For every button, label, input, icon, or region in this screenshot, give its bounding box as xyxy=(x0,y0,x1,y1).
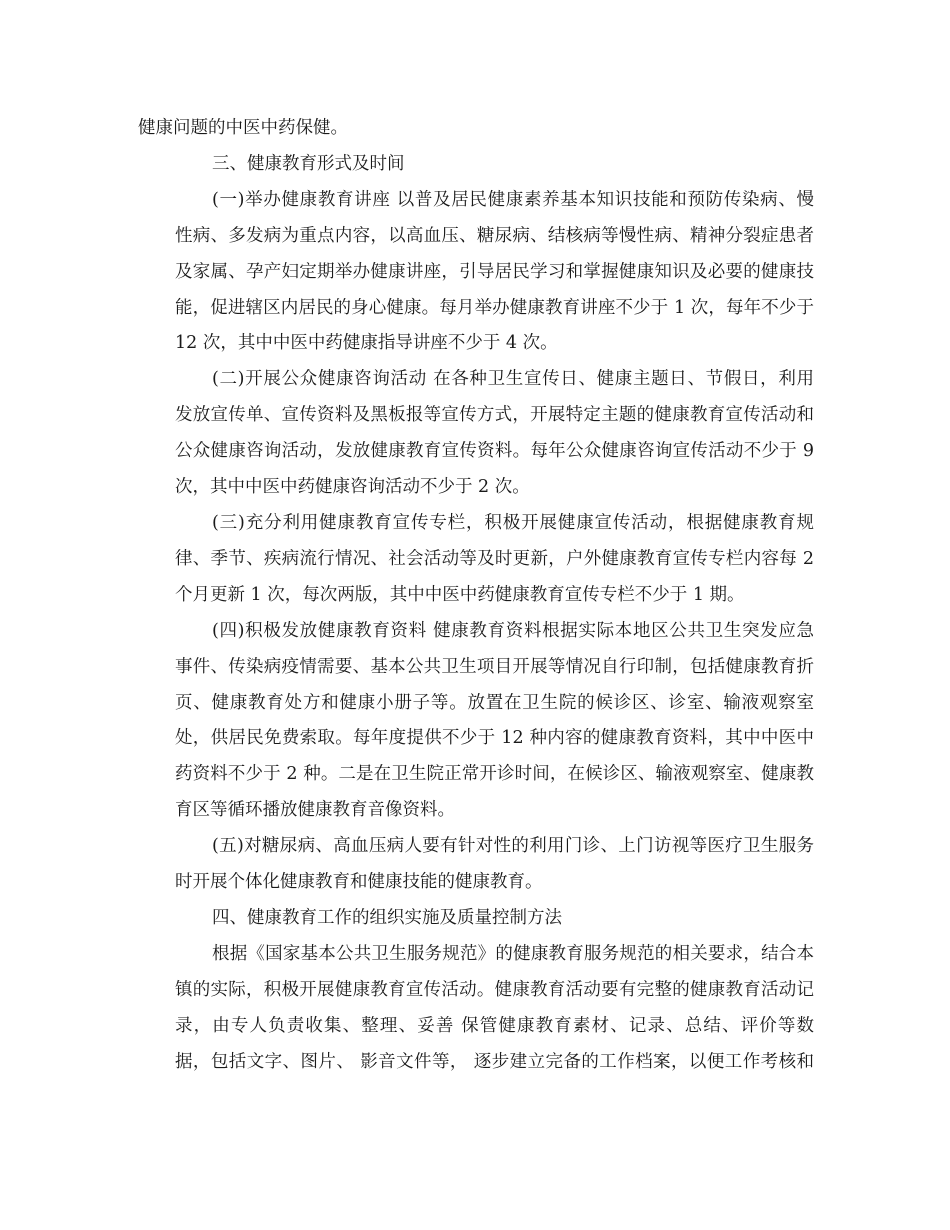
text-line: 性病、多发病为重点内容，以高血压、糖尿病、结核病等慢性病、精神分裂症患者 xyxy=(175,225,814,246)
text-line: 能，促进辖区内居民的身心健康。每月举办健康教育讲座不少于 1 次，每年不少于 xyxy=(175,297,814,318)
text-line: (五)对糖尿病、高血压病人要有针对性的利用门诊、上门访视等医疗卫生服务 xyxy=(212,836,814,857)
text-line: (二)开展公众健康咨询活动 在各种卫生宣传日、健康主题日、节假日，利用 xyxy=(212,369,814,390)
text-line: 次，其中中医中药健康咨询活动不少于 2 次。 xyxy=(175,477,530,498)
section-heading-three xyxy=(138,147,814,183)
text-line: 时开展个体化健康教育和健康技能的健康教育。 xyxy=(175,872,543,893)
text-line: 发放宣传单、宣传资料及黑板报等宣传方式，开展特定主题的健康教育宣传活动和 xyxy=(175,405,814,426)
text-line: 律、季节、疾病流行情况、社会活动等及时更新，户外健康教育宣传专栏内容每 2 xyxy=(175,548,814,569)
text-line: 个月更新 1 次，每次两版，其中中医中药健康教育宣传专栏不少于 1 期。 xyxy=(175,584,745,605)
paragraph-materials xyxy=(138,614,814,829)
paragraph-individual-education xyxy=(138,829,814,901)
paragraph-continuation xyxy=(138,111,814,147)
text-line: (三)充分利用健康教育宣传专栏，积极开展健康宣传活动，根据健康教育规 xyxy=(212,512,814,533)
text-line: 根据《国家基本公共卫生服务规范》的健康教育服务规范的相关要求，结合本 xyxy=(212,943,814,964)
text-line: 药资料不少于 2 种。二是在卫生院正常开诊时间，在候诊区、输液观察室、健康教 xyxy=(175,764,814,785)
document-page xyxy=(138,111,814,1080)
text-line: 镇的实际，积极开展健康教育宣传活动。健康教育活动要有完整的健康教育活动记 xyxy=(175,979,814,1000)
text-line: 据，包括文字、图片、 影音文件等， 逐步建立完备的工作档案，以便工作考核和 xyxy=(175,1051,814,1072)
paragraph-consultation xyxy=(138,362,814,506)
section-heading-four xyxy=(138,901,814,937)
text-line: 育区等循环播放健康教育音像资料。 xyxy=(175,800,455,821)
paragraph-bulletin-board xyxy=(138,506,814,614)
heading-text: 三、健康教育形式及时间 xyxy=(212,153,405,174)
text-line: 及家属、孕产妇定期举办健康讲座，引导居民学习和掌握健康知识及必要的健康技 xyxy=(175,261,814,282)
text-line: 12 次，其中中医中药健康指导讲座不少于 4 次。 xyxy=(175,333,558,354)
heading-text: 四、健康教育工作的组织实施及质量控制方法 xyxy=(212,907,562,928)
paragraph-quality-control xyxy=(138,937,814,1081)
text-line: (四)积极发放健康教育资料 健康教育资料根据实际本地区公共卫生突发应急 xyxy=(212,620,814,641)
paragraph-lectures xyxy=(138,183,814,363)
text-line: 公众健康咨询活动，发放健康教育宣传资料。每年公众健康咨询宣传活动不少于 9 xyxy=(175,441,814,462)
text-line: (一)举办健康教育讲座 以普及居民健康素养基本知识技能和预防传染病、慢 xyxy=(212,189,814,210)
text-line: 录，由专人负责收集、整理、妥善 保管健康教育素材、记录、总结、评价等数 xyxy=(175,1015,814,1036)
text-line: 页、健康教育处方和健康小册子等。放置在卫生院的候诊区、诊室、输液观察室 xyxy=(175,692,814,713)
text-line: 事件、传染病疫情需要、基本公共卫生项目开展等情况自行印制，包括健康教育折 xyxy=(175,656,814,677)
text-line: 健康问题的中医中药保健。 xyxy=(138,118,348,138)
text-line: 处，供居民免费索取。每年度提供不少于 12 种内容的健康教育资料，其中中医中 xyxy=(175,728,814,749)
